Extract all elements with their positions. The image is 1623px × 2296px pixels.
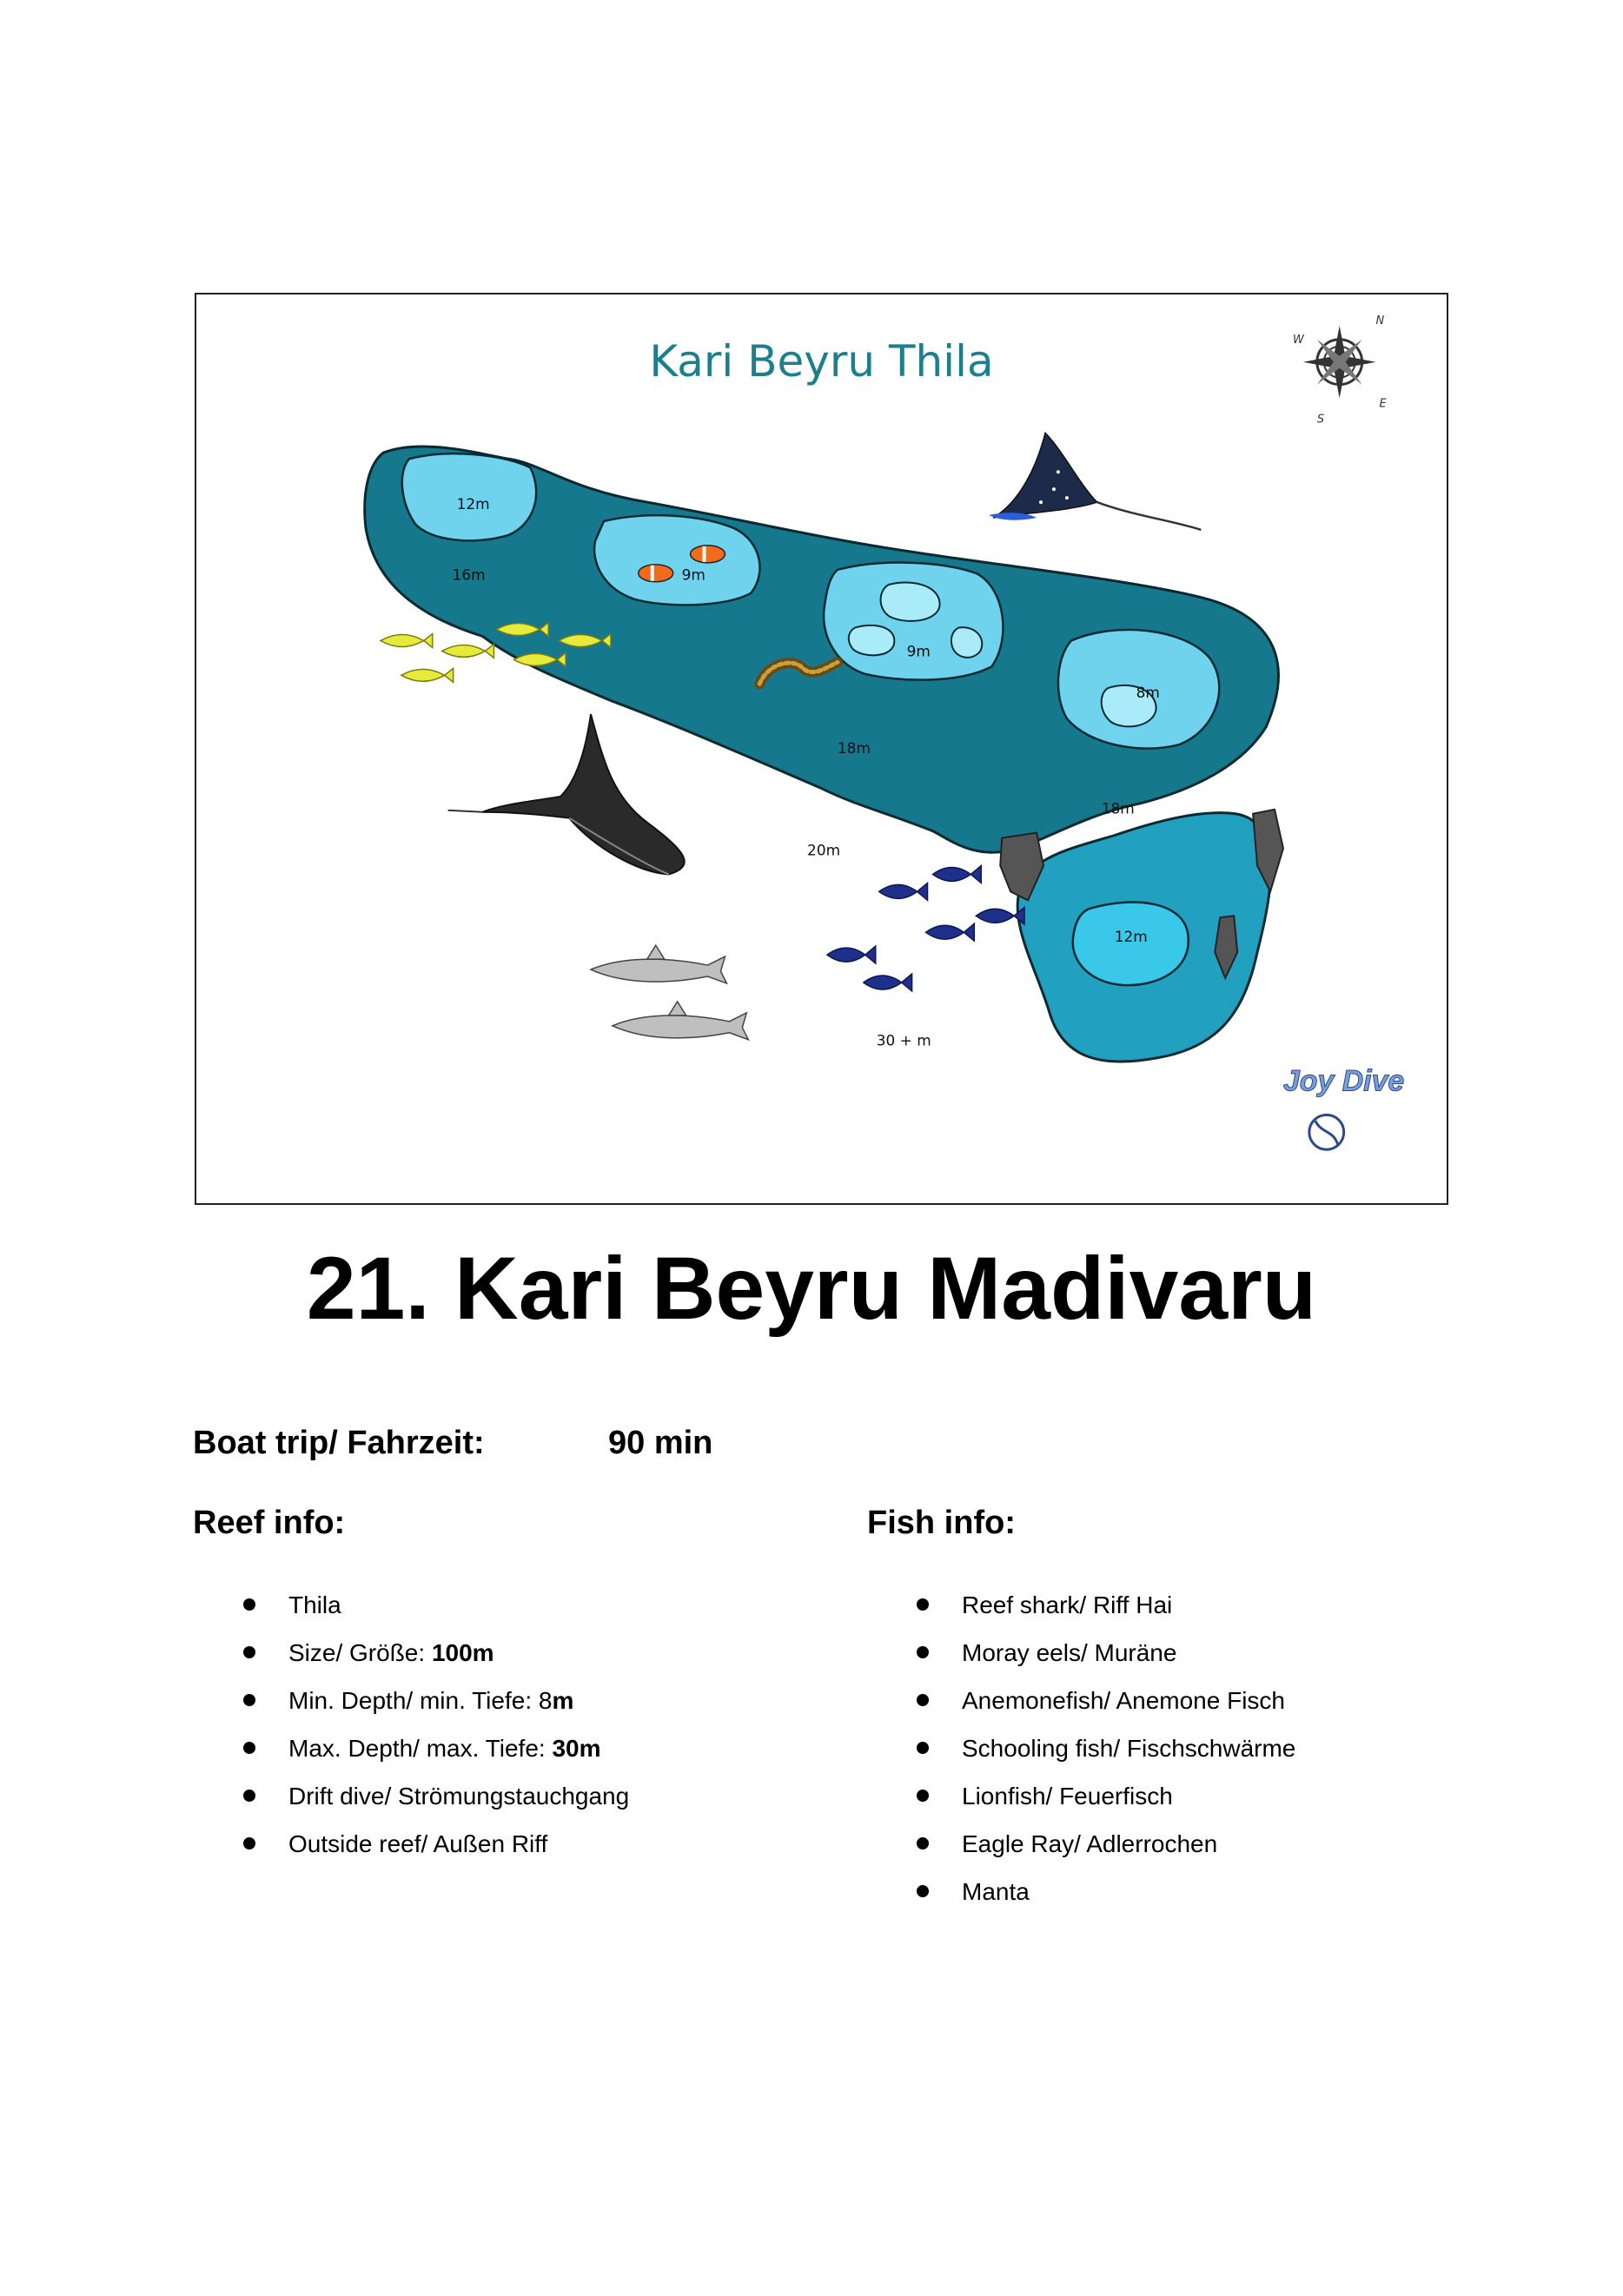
shallow-zone-2 <box>594 515 759 605</box>
map-title: Kari Beyru Thila <box>649 336 994 387</box>
bullet-icon <box>917 1694 929 1706</box>
list-item: Eagle Ray/ Adlerrochen <box>917 1830 1295 1878</box>
depth-label-30m: 30 + m <box>876 1031 931 1049</box>
depth-label-16m: 16m <box>452 566 486 584</box>
bullet-icon <box>917 1790 929 1802</box>
list-item: Max. Depth/ max. Tiefe: 30m <box>243 1735 629 1783</box>
bullet-icon <box>917 1837 929 1849</box>
dive-site-map <box>195 293 1448 1205</box>
depth-label-9m-b: 9m <box>906 642 931 660</box>
fish-info-list <box>917 1591 1295 1926</box>
list-item: Thila <box>243 1591 629 1639</box>
list-item: Outside reef/ Außen Riff <box>243 1830 629 1878</box>
fish-info-heading: Fish info: <box>867 1505 1016 1541</box>
list-item: Drift dive/ Strömungstauchgang <box>243 1783 629 1830</box>
list-item: Schooling fish/ Fischschwärme <box>917 1735 1295 1783</box>
manta-icon <box>448 714 685 874</box>
depth-label-18m-a: 18m <box>837 738 871 757</box>
depth-label-12m-south: 12m <box>1114 928 1148 946</box>
svg-text:N: N <box>1375 314 1385 328</box>
bullet-icon <box>243 1646 255 1658</box>
list-item: Size/ Größe: 100m <box>243 1639 629 1687</box>
list-item: Reef shark/ Riff Hai <box>917 1591 1295 1639</box>
bullet-icon <box>243 1694 255 1706</box>
boat-trip-label: Boat trip/ Fahrzeit: <box>193 1425 485 1461</box>
page-title: 21. Kari Beyru Madivaru <box>306 1239 1317 1338</box>
bullet-icon <box>243 1790 255 1802</box>
svg-text:Joy Dive: Joy Dive <box>1282 1064 1405 1098</box>
svg-text:E: E <box>1379 397 1387 411</box>
list-item: Manta <box>917 1878 1295 1926</box>
bullet-icon <box>917 1598 929 1611</box>
depth-label-18m-b: 18m <box>1101 799 1135 817</box>
depth-label-20m: 20m <box>807 841 841 859</box>
reef-info-list <box>243 1591 629 1878</box>
coral-head-2 <box>849 625 895 655</box>
coral-head-3 <box>951 627 982 658</box>
boat-trip-row <box>193 1425 713 1462</box>
depth-label-9m-a: 9m <box>681 566 706 584</box>
depth-label-12m-north: 12m <box>456 495 490 513</box>
joy-dive-logo-icon <box>1283 1064 1404 1149</box>
bullet-icon <box>243 1742 255 1754</box>
eagle-ray-icon <box>989 433 1201 530</box>
map-drawing <box>196 294 1447 1203</box>
list-item: Moray eels/ Muräne <box>917 1639 1295 1687</box>
coral-head-1 <box>881 583 940 621</box>
bullet-icon <box>917 1646 929 1658</box>
reef-info-heading: Reef info: <box>193 1505 346 1541</box>
svg-text:W: W <box>1292 333 1304 347</box>
bullet-icon <box>243 1837 255 1849</box>
triggerfish-icon <box>827 865 1024 990</box>
list-item: Anemonefish/ Anemone Fisch <box>917 1687 1295 1735</box>
boat-trip-value: 90 min <box>608 1425 713 1461</box>
svg-text:S: S <box>1316 413 1325 427</box>
list-item: Lionfish/ Feuerfisch <box>917 1783 1295 1830</box>
shark-icon <box>591 945 748 1040</box>
list-item: Min. Depth/ min. Tiefe: 8m <box>243 1687 629 1735</box>
depth-label-8m: 8m <box>1136 684 1160 702</box>
bullet-icon <box>917 1742 929 1754</box>
bullet-icon <box>917 1885 929 1897</box>
bullet-icon <box>243 1598 255 1611</box>
